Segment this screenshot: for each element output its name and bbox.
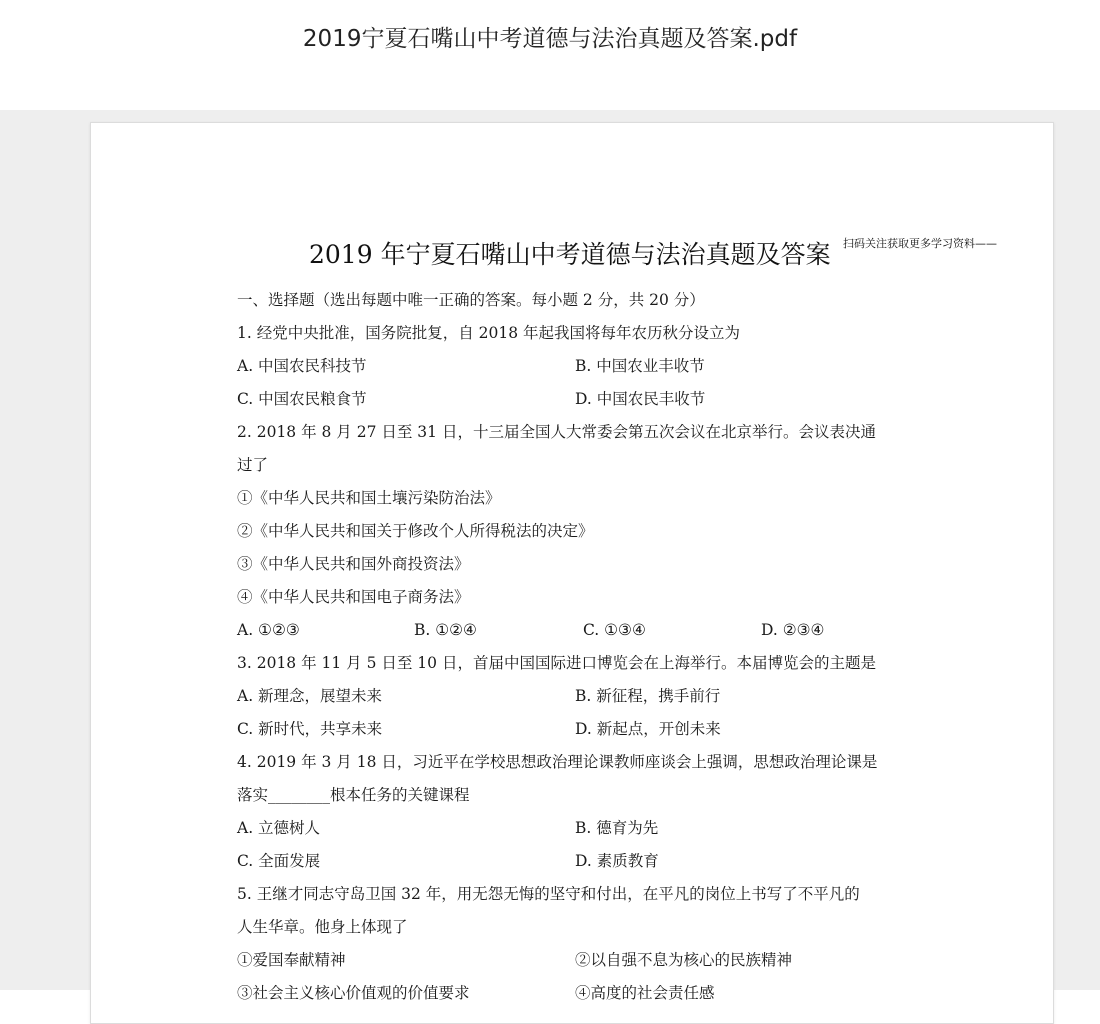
pdf-page bbox=[90, 122, 1054, 1024]
q2-option-d: D. ②③④ bbox=[761, 621, 825, 639]
q1-option-d: D. 中国农民丰收节 bbox=[575, 390, 706, 408]
q2-item-3: ③《中华人民共和国外商投资法》 bbox=[237, 555, 470, 573]
exam-title: 2019 年宁夏石嘴山中考道德与法治真题及答案 bbox=[309, 240, 831, 269]
q4-option-c: C. 全面发展 bbox=[237, 852, 321, 870]
q5-stem-line2: 人生华章。他身上体现了 bbox=[237, 918, 408, 936]
q5-item-2: ②以自强不息为核心的民族精神 bbox=[575, 951, 793, 969]
section-header: 一、选择题（选出每题中唯一正确的答案。每小题 2 分，共 20 分） bbox=[237, 291, 705, 309]
watermark-text: 扫码关注获取更多学习资料—— bbox=[843, 237, 997, 250]
q1-option-a: A. 中国农民科技节 bbox=[237, 357, 367, 375]
q3-option-b: B. 新征程，携手前行 bbox=[575, 687, 721, 705]
q2-option-b: B. ①②④ bbox=[414, 621, 477, 639]
q4-stem-line2: 落实________根本任务的关键课程 bbox=[237, 786, 470, 804]
q3-stem: 3. 2018 年 11 月 5 日至 10 日，首届中国国际进口博览会在上海举行。本届博览会的主题是 bbox=[237, 654, 876, 672]
q2-item-4: ④《中华人民共和国电子商务法》 bbox=[237, 588, 470, 606]
q2-option-c: C. ①③④ bbox=[583, 621, 646, 639]
q3-option-c: C. 新时代，共享未来 bbox=[237, 720, 383, 738]
q2-option-a: A. ①②③ bbox=[237, 621, 300, 639]
q4-stem-line1: 4. 2019 年 3 月 18 日，习近平在学校思想政治理论课教师座谈会上强调，思想政治理论课是 bbox=[237, 753, 878, 771]
q3-option-a: A. 新理念，展望未来 bbox=[237, 687, 383, 705]
q5-stem-line1: 5. 王继才同志守岛卫国 32 年，用无怨无悔的坚守和付出，在平凡的岗位上书写了不平凡的 bbox=[237, 885, 860, 903]
q4-option-d: D. 素质教育 bbox=[575, 852, 659, 870]
q1-option-b: B. 中国农业丰收节 bbox=[575, 357, 705, 375]
q2-item-2: ②《中华人民共和国关于修改个人所得税法的决定》 bbox=[237, 522, 594, 540]
q5-item-1: ①爱国奉献精神 bbox=[237, 951, 346, 969]
q2-stem-line1: 2. 2018 年 8 月 27 日至 31 日，十三届全国人大常委会第五次会议在北京举行。会议表决通 bbox=[237, 423, 876, 441]
document-title: 2019宁夏石嘴山中考道德与法治真题及答案.pdf bbox=[302, 26, 798, 52]
q2-stem-line2: 过了 bbox=[237, 456, 269, 474]
q1-option-c: C. 中国农民粮食节 bbox=[237, 390, 367, 408]
q4-option-b: B. 德育为先 bbox=[575, 819, 659, 837]
title-bar bbox=[0, 0, 1100, 110]
q4-option-a: A. 立德树人 bbox=[237, 819, 321, 837]
pdf-viewer[interactable] bbox=[0, 110, 1100, 1002]
q1-stem: 1. 经党中央批准，国务院批复，自 2018 年起我国将每年农历秋分设立为 bbox=[237, 324, 741, 342]
q3-option-d: D. 新起点，开创未来 bbox=[575, 720, 721, 738]
q2-item-1: ①《中华人民共和国土壤污染防治法》 bbox=[237, 489, 501, 507]
q5-item-4: ④高度的社会责任感 bbox=[575, 984, 715, 1002]
q5-item-3: ③社会主义核心价值观的价值要求 bbox=[237, 984, 470, 1002]
